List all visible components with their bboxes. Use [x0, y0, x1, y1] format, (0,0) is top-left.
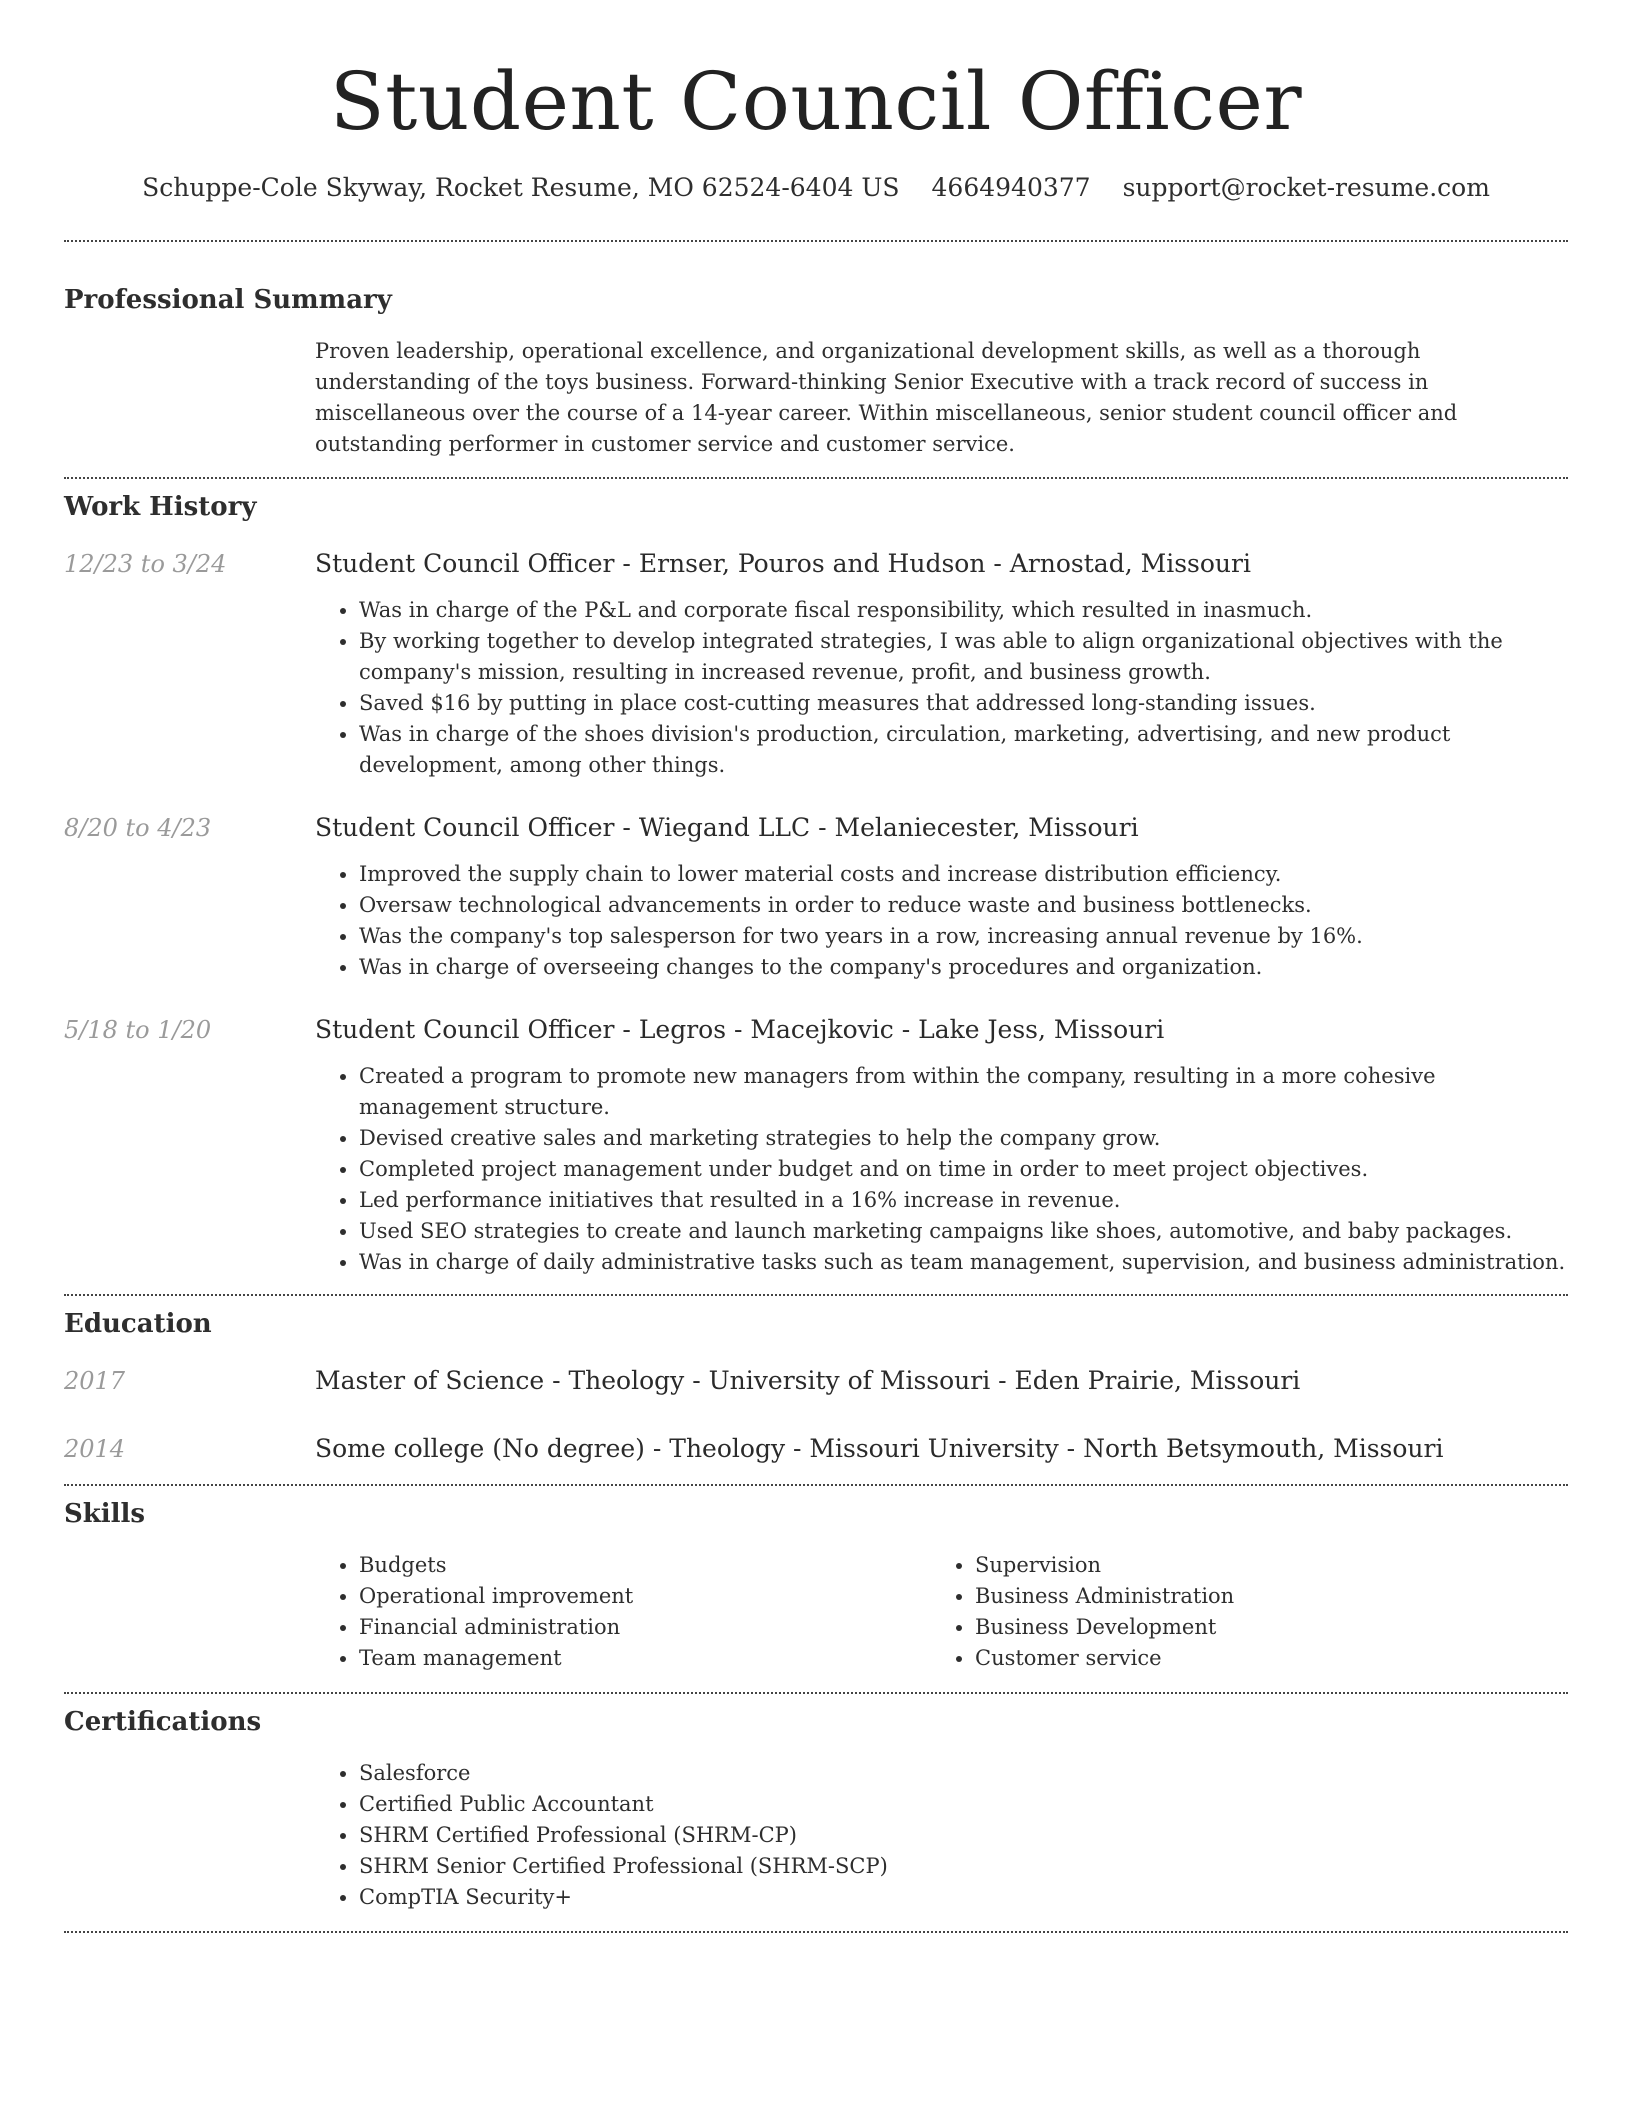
skills-list-left [315, 1550, 931, 1674]
section-title-certifications: Certifications [64, 1707, 262, 1737]
education-entry [64, 1432, 1568, 1466]
candidate-name: Student Council Officer [329, 55, 1303, 148]
job-entry [64, 547, 1568, 781]
contact-line [64, 170, 1568, 206]
list-item: • By working together to develop integrated strategies, I was able to align organizational objectives with the company's mission, resulting in increased revenue, profit, and business growth. [359, 626, 1568, 688]
list-item: • Used SEO strategies to create and launch marketing campaigns like shoes, automotive, and baby packages. [359, 1216, 1568, 1247]
list-item: • Was in charge of overseeing changes to the company's procedures and organization. [359, 952, 1568, 983]
list-item: • CompTIA Security+ [359, 1882, 1568, 1913]
education-degree: Master of Science - Theology - University of Missouri - Eden Prairie, Missouri [315, 1366, 1301, 1395]
list-item: • SHRM Certified Professional (SHRM-CP) [359, 1820, 1568, 1851]
list-item: • SHRM Senior Certified Professional (SHRM-SCP) [359, 1851, 1568, 1882]
list-item: • Supervision [975, 1550, 1547, 1581]
list-item: • Created a program to promote new managers from within the company, resulting in a more cohesive management structure. [359, 1061, 1568, 1123]
section-title-skills: Skills [64, 1499, 146, 1529]
section-title-education: Education [64, 1309, 212, 1339]
list-item: • Devised creative sales and marketing strategies to help the company grow. [359, 1123, 1568, 1154]
job-title: Student Council Officer - Wiegand LLC - Melaniecester, Missouri [315, 813, 1139, 842]
list-item: • Certified Public Accountant [359, 1789, 1568, 1820]
skills-list-right [931, 1550, 1547, 1674]
list-item: • Led performance initiatives that resulted in a 16% increase in revenue. [359, 1185, 1568, 1216]
list-item: • Business Development [975, 1612, 1547, 1643]
summary-text: Proven leadership, operational excellence, and organizational development skills, as well as a thorough understanding of the toys business. Forward-thinking Senior Executive with a track record of success in miscellaneous over the course of a 14-year career. Within miscellaneous, senior student council officer and outstanding performer in customer service and customer service. [315, 339, 1458, 456]
list-item: • Financial administration [359, 1612, 931, 1643]
education-year: 2017 [64, 1367, 126, 1395]
job-date: 5/18 to 1/20 [64, 1016, 212, 1044]
list-item: • Team management [359, 1643, 931, 1674]
list-item: • Was the company's top salesperson for two years in a row, increasing annual revenue by 16%. [359, 921, 1568, 952]
job-entry [64, 811, 1568, 983]
list-item: • Completed project management under budget and on time in order to meet project objectives. [359, 1154, 1568, 1185]
job-title: Student Council Officer - Ernser, Pouros and Hudson - Arnostad, Missouri [315, 549, 1251, 578]
skills-section [64, 1486, 1568, 1674]
list-item: • Improved the supply chain to lower material costs and increase distribution efficiency. [359, 859, 1568, 890]
job-bullets [315, 1061, 1568, 1278]
job-date: 12/23 to 3/24 [64, 550, 227, 578]
contact-address: Schuppe-Cole Skyway, Rocket Resume, MO 62524-6404 US [142, 173, 900, 202]
section-title-work: Work History [64, 492, 257, 522]
list-item: • Salesforce [359, 1758, 1568, 1789]
list-item: • Customer service [975, 1643, 1547, 1674]
contact-email: support@rocket-resume.com [1122, 173, 1490, 202]
list-item: • Was in charge of daily administrative tasks such as team management, supervision, and business administration. [359, 1247, 1568, 1278]
job-bullets [315, 859, 1568, 983]
job-entry [64, 1013, 1568, 1278]
education-entry [64, 1364, 1568, 1398]
certifications-section [64, 1694, 1568, 1913]
list-item: • Operational improvement [359, 1581, 931, 1612]
list-item: • Oversaw technological advancements in order to reduce waste and business bottlenecks. [359, 890, 1568, 921]
work-section [64, 479, 1568, 1278]
list-item: • Business Administration [975, 1581, 1547, 1612]
education-section [64, 1296, 1568, 1466]
certifications-list [315, 1758, 1568, 1913]
list-item: • Budgets [359, 1550, 931, 1581]
summary-section [64, 242, 1568, 460]
job-date: 8/20 to 4/23 [64, 814, 212, 842]
divider [64, 1931, 1568, 1933]
resume-page [64, 0, 1568, 1933]
section-title-summary: Professional Summary [64, 285, 392, 315]
list-item: • Saved $16 by putting in place cost-cutting measures that addressed long-standing issues. [359, 688, 1568, 719]
list-item: • Was in charge of the P&L and corporate fiscal responsibility, which resulted in inasmuch. [359, 595, 1568, 626]
job-title: Student Council Officer - Legros - Macejkovic - Lake Jess, Missouri [315, 1015, 1165, 1044]
education-year: 2014 [64, 1435, 126, 1463]
job-bullets [315, 595, 1568, 781]
contact-phone: 4664940377 [931, 173, 1091, 202]
list-item: • Was in charge of the shoes division's production, circulation, marketing, advertising, and new product development, among other things. [359, 719, 1568, 781]
education-degree: Some college (No degree) - Theology - Missouri University - North Betsymouth, Missouri [315, 1434, 1444, 1463]
